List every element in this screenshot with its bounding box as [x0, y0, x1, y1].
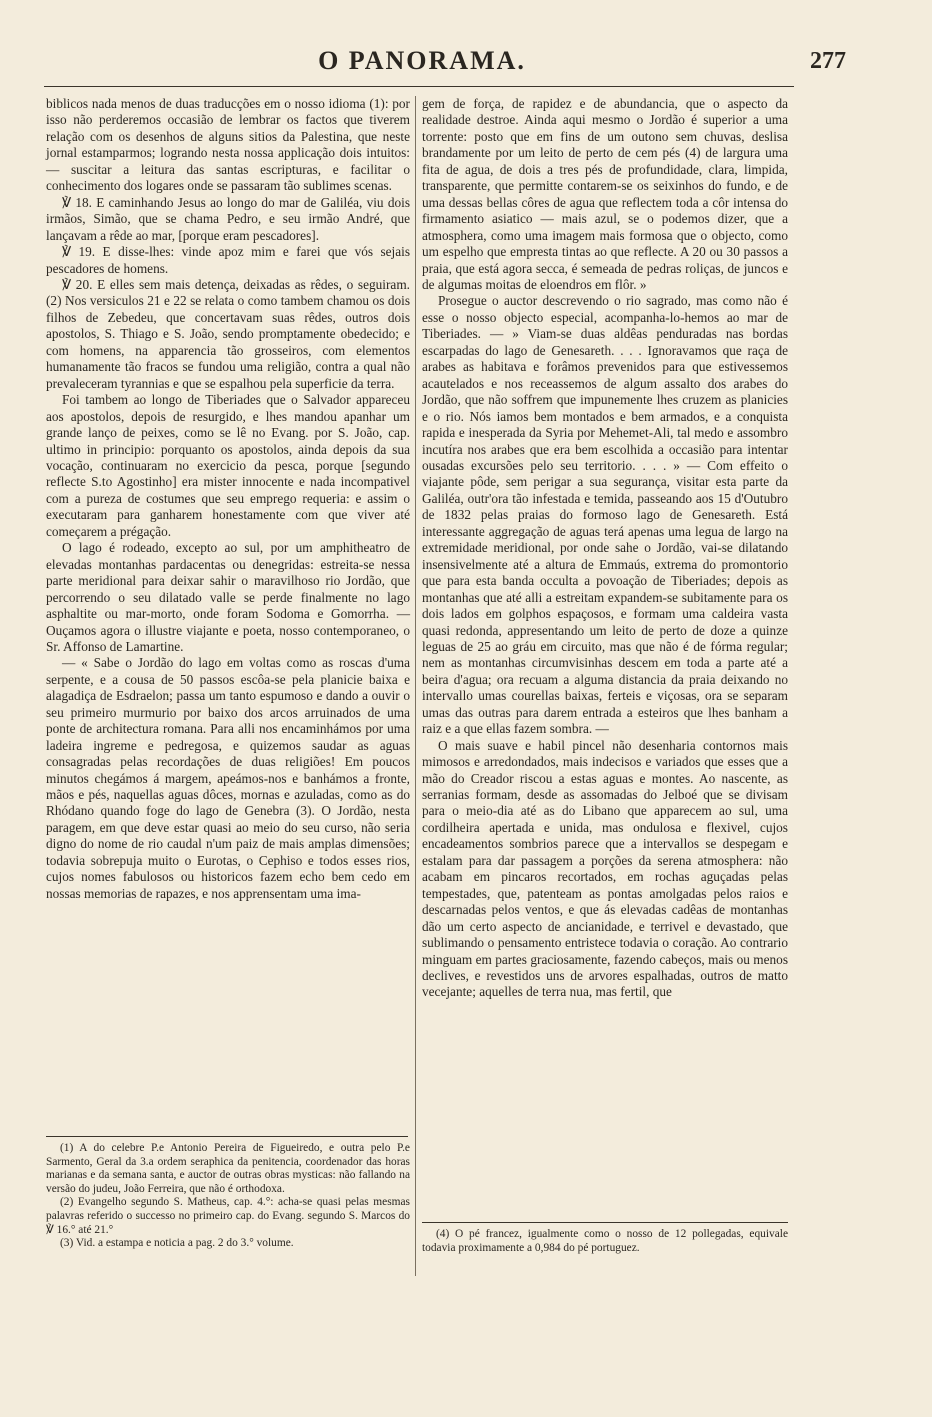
page-title: O PANORAMA. — [318, 46, 526, 75]
paragraph: O mais suave e habil pincel não desenharia contornos mais mimosos e arredondados, mais indecisos e variados que esses que a mão do Creador riscou a estas aguas e montes. Ao nascente, as serranias formam, desde as assomadas do Jelboé que se divisam para o meio-dia até as do Libano que apparecem ao sul, uma cordilheira apertada e unida, mas ondulosa e flexivel, cujos encadeamentos sombrios parece que a intervallos se despegam e estalam para dar passagem a porções da serena atmosphera: não acabam em pincaros recortados, em rochas aguçadas pelas tempestades, que, patenteam as pontas amolgadas pelos raios e descarnadas pelos ventos, e que ás elevadas cadêas de montanhas dão um certo aspecto de ancianidade, e terrivel e devastado, que sublimando o pensamento entristece todavia o coração. Ao contrario minguam em partes graciosamente, fazendo cabeços, mais ou menos declives, e revestidos uns de arvores espalhadas, outros de matto vecejante; aquelles de terra nua, mas fertil, que — [422, 737, 788, 1000]
page-number: 277 — [810, 48, 846, 74]
paragraph: Prosegue o auctor descrevendo o rio sagrado, mas como não é esse o nosso objecto especial, acompanha-lo-hemos ao mar de Tiberiades. — » Viam-se duas aldêas penduradas nas bordas escarpadas do lago de Genesareth. . . . Ignoravamos que raça de arabes as habitava e forâmos prevenidos para que estivessemos acautelados e nos receassemos de algum assalto dos arabes do Jordão, que não soffrem que impunemente lhes cruzem as planicies e o rio. Nós iamos bem montados e bem armados, e a conquista rapida e inesperada da Syria por Mehemet-Ali, tal medo e assombro incutíra nos arabes que era bem escolhida a occasião para intentar ousadas excursões pelo seu territorio. . . . » — Com effeito o viajante pôde, sem perigar a sua segurança, visitar esta parte da Galiléa, outr'ora tão infestada e temida, passeando aos 15 d'Outubro de 1832 pelas praias do formoso lago de Genesareth. Está interessante aggregação de aguas terá apenas uma legua de largo na extremidade meridional, por onde sahe o Jordão, vai-se dilatando insensivelmente até a altura de Emmaús, extrema do promontorio que para esta banda occulta a povoação de Tiberiades; depois as montanhas que até alli a estreitam expandem-se subitamente para os dois lados em golphos espaçosos, e formam uma caldeira vasta quasi redonda, appresentando um leito de perto de doze a quinze leguas de 25 ao gráu em circuito, mas que não é de fórma regular; nem as montanhas circumvisinhas descem em toda a parte até a beira d'agua; ora recuam a alguma distancia da praia deixando no intervallo umas courellas baixas, ferteis e viçosas, ora se separam umas das outras para darem entrada a esteiros que lhes banham a raiz e a que ellas fazem sombra. — — [422, 293, 788, 737]
column-divider — [415, 96, 416, 1276]
paragraph: O lago é rodeado, excepto ao sul, por um amphitheatro de elevadas montanhas pardacentas ou denegridas: estreita-se nessa parte meridional para deixar sahir o maravilhoso rio Jordão, que percorrendo o seu dilatado valle se perde finalmente no lago asphaltite ou mar-morto, onde foram Sodoma e Gomorrha. — Ouçamos agora o illustre viajante e poeta, nosso contemporaneo, o Sr. Affonso de Lamartine. — [46, 540, 410, 654]
paragraph: ℣ 20. E elles sem mais detença, deixadas as rêdes, o seguiram. (2) Nos versiculos 21 e 22 se relata o como tambem chamou os dois filhos de Zebedeu, que concertavam suas rêdes, outros dois apostolos, S. Thiago e S. João, sendo promptamente obedecido; e com homens, na apparencia tão grosseiros, com elementos humanamente tão fracos se fundou uma religião, contra a qual não prevaleceram tyrannias e que se espalhou pela superficie da terra. — [46, 276, 410, 391]
page-header — [44, 46, 846, 86]
paragraph: gem de força, de rapidez e de abundancia, que o aspecto da realidade destroe. Ainda aqui mesmo o Jordão é superior a uma torrente: posto que em fins de um outono sem chuvas, deslisa brandamente por um leito de perto de cem pés (4) de largura uma fita de agua, de dois a tres pés de profundidade, clara, limpida, transparente, que permitte contarem-se os seixinhos do fundo, e de uma dessas bellas côres de agua que reflectem toda a côr intensa do firmamento asiatico — mais azul, se o podemos dizer, que a atmosphera, como uma imagem mais formosa que o objecto, como um espelho que empresta tintas ao que reflecte. A 20 ou 30 passos a praia, que está agora secca, é semeada de pedras roliças, de juncos e de algumas moitas de eloendros em flôr. » — [422, 96, 788, 292]
header-rule — [44, 86, 794, 87]
footnotes-right — [422, 1228, 788, 1255]
paragraph: biblicos nada menos de duas traducções em o nosso idioma (1): por isso não perderemos occasião de lembrar os factos que tiverem relação com os desenhos de alguns sitios da Palestina, que neste jornal estamparmos; logrando nesta nossa applicação dois intuitos: — suscitar a leitura das santas escripturas, e facilitar o conhecimento dos logares onde se passaram tão sublimes scenas. — [46, 96, 410, 194]
footnote-rule-right — [422, 1222, 788, 1223]
left-column — [46, 96, 410, 902]
footnote: (1) A do celebre P.e Antonio Pereira de Figueiredo, e outra pelo P.e Sarmento, Geral da 3.a ordem seraphica da penitencia, coordenador das horas marianas e da semana santa, e auctor de outras obras mysticas: não fallando na versão do judeu, João Ferreira, que não é orthodoxa. — [46, 1142, 410, 1195]
footnote: (3) Vid. a estampa e noticia a pag. 2 do 3.° volume. — [60, 1237, 294, 1250]
paragraph: ℣ 18. E caminhando Jesus ao longo do mar de Galiléa, viu dois irmãos, Simão, que se chama Pedro, e seu irmão André, que lançavam a rêde ao mar, [porque eram pescadores]. — [46, 194, 410, 243]
footnote: (2) Evangelho segundo S. Matheus, cap. 4.°: acha-se quasi pelas mesmas palavras referido o successo no primeiro cap. do Evang. segundo S. Marcos do ℣ 16.° até 21.° — [46, 1196, 410, 1236]
paragraph: — « Sabe o Jordão do lago em voltas como as roscas d'uma serpente, e a cousa de 50 passos escôa-se pela planicie baixa e alagadiça de Esdraelon; passa um tanto espumoso e dando a ouvir o seu primeiro murmurio por baixo dos arcos arruinados de uma ponte de architectura romana. Para alli nos encaminhámos por uma ladeira ingreme e pedregosa, e quizemos saudar as aguas consagradas pelas recordações de duas religiões! Em poucos minutos chegámos á margem, apeámos-nos e banhámos a fronte, mãos e pés, naquellas aguas dôces, mornas e azuladas, como as do Rhódano quando foge do lago de Genebra (3). O Jordão, nesta paragem, em que deve estar quasi ao meio do seu curso, não seria digno do nome de rio caudal n'um paiz de mais amplas dimensões; todavia sobrepuja muito o Eurotas, o Cephiso e todos esses rios, cujos nomes fabulosos ou historicos fazem echo bem cedo em nossas memorias de rapazes, e nos apprensentam uma ima- — [46, 655, 410, 901]
right-column — [422, 96, 788, 1001]
footnote: (4) O pé francez, igualmente como o nosso de 12 pollegadas, equivale todavia proximamente a 0,984 do pé portuguez. — [422, 1228, 788, 1254]
footnote-rule-left — [46, 1136, 408, 1137]
paragraph: ℣ 19. E disse-lhes: vinde apoz mim e farei que vós sejais pescadores de homens. — [46, 244, 410, 276]
paragraph: Foi tambem ao longo de Tiberiades que o Salvador appareceu aos apostolos, depois de resurgido, e lhes mandou apanhar um grande lanço de peixes, como se lê no Evang. por S. João, cap. ultimo in principio: porquanto os apostolos, ainda depois da sua vocação, continuaram no exercicio da pesca, porque [segundo reflecte S.to Agostinho] era mister innocente e nada incompativel com a pureza de costumes que seu emprego requeria: e assim o executaram para ganharem honestamente com que viver até começarem a prégação. — [46, 392, 410, 539]
footnotes-left — [46, 1142, 410, 1251]
